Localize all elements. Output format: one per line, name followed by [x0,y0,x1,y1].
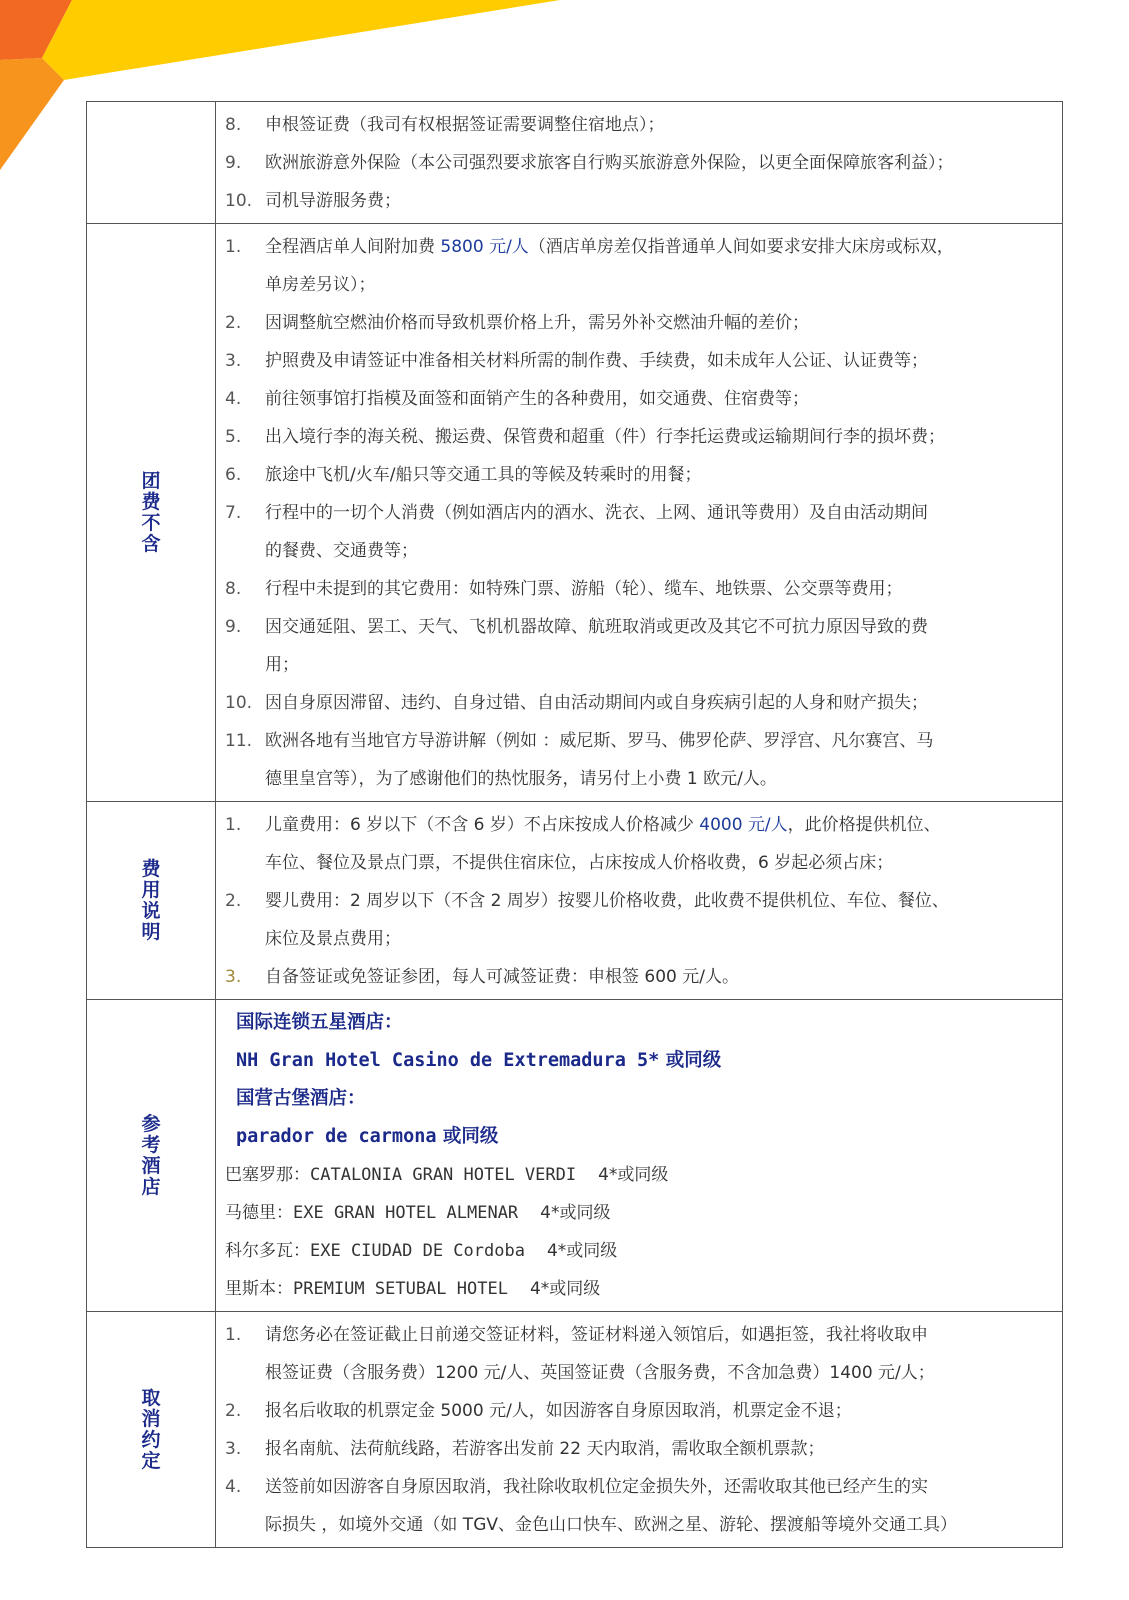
list-item: 10. 因自身原因滞留、违约、自身过错、自由活动期间内或自身疾病引起的人身和财产损失； [225,693,928,713]
hotel-name: parador de carmona 或同级 [236,1126,499,1147]
list-item: 6. 旅途中飞机/火车/船只等交通工具的等候及转乘时的用餐； [225,465,702,485]
section-continued [87,102,1063,224]
list-item: 10. 司机导游服务费； [225,191,401,211]
list-item: 4. 前往领事馆打指模及面签和面销产生的各种费用，如交通费、住宿费等； [225,389,809,409]
hotel-line: 巴塞罗那：CATALONIA GRAN HOTEL VERDI 4*或同级 [225,1165,669,1185]
list-item: 9. 欧洲旅游意外保险（本公司强烈要求旅客自行购买旅游意外保险，以更全面保障旅客利益）； [225,153,954,173]
list-item: 2. 因调整航空燃油价格而导致机票价格上升，需另外补交燃油升幅的差价； [225,313,809,333]
list-item: 1. 请您务必在签证截止日前递交签证材料，签证材料递入领馆后，如遇拒签，我社将收取申 根签证费（含服务费）1200 元/人、英国签证费（含服务费，不含加急费）1400 元/人； [225,1325,935,1383]
section-label [87,1312,216,1548]
section-content [216,102,1063,224]
hotel-name: NH Gran Hotel Casino de Extremadura 5* 或同级 [236,1050,722,1071]
list-item: 3. 护照费及申请签证中准备相关材料所需的制作费、手续费，如未成年人公证、认证费等； [225,351,928,371]
section-label-text: 团费不含 [141,469,161,555]
section-label-text: 取消约定 [141,1386,161,1472]
list-item: 2. 婴儿费用：2 周岁以下（不含 2 周岁）按婴儿价格收费，此收费不提供机位、车位、餐位、 床位及景点费用； [225,891,949,949]
list-item: 2. 报名后收取的机票定金 5000 元/人，如因游客自身原因取消，机票定金不退； [225,1401,852,1421]
list-item: 1. 儿童费用：6 岁以下（不含 6 岁）不占床按成人价格减少 4000 元/人，此价格提供机位、 车位、餐位及景点门票，不提供住宿床位，占床按成人价格收费，6 岁起必须占床； [225,815,941,873]
hotel-category: 国营古堡酒店： [236,1088,366,1109]
section-label-text: 费用说明 [141,857,161,943]
hotel-line: 科尔多瓦：EXE CIUDAD DE Cordoba 4*或同级 [225,1241,618,1261]
highlight-price: 4000 元/人 [699,815,788,835]
list-item: 4. 送签前如因游客自身原因取消，我社除收取机位定金损失外，还需收取其他已经产生的实 际损失 ，如境外交通（如 TGV、金色山口快车、欧洲之星、游轮、摆渡船等境外交通工具） [225,1477,957,1535]
hotel-line: 里斯本：PREMIUM SETUBAL HOTEL 4*或同级 [225,1279,601,1299]
section-label-empty [87,102,216,224]
section-label [87,224,216,802]
section-exclusions [87,224,1063,802]
hotel-line: 马德里：EXE GRAN HOTEL ALMENAR 4*或同级 [225,1203,611,1223]
list-item: 11. 欧洲各地有当地官方导游讲解（例如 ：威尼斯、罗马、佛罗伦萨、罗浮宫、凡尔赛宫、马 德里皇宫等），为了感谢他们的热忱服务，请另付上小费 1 欧元/人。 [225,731,934,789]
section-hotels [87,1000,1063,1312]
list-item: 8. 行程中未提到的其它费用：如特殊门票、游船（轮）、缆车、地铁票、公交票等费用； [225,579,903,599]
section-content [216,802,1063,1000]
list-item: 7. 行程中的一切个人消费（例如酒店内的酒水、洗衣、上网、通讯等费用）及自由活动期间 的餐费、交通费等； [225,503,928,561]
section-content [216,1312,1063,1548]
section-fees [87,802,1063,1000]
highlight-price: 5800 元/人 [440,237,529,257]
list-item: 5. 出入境行李的海关税、搬运费、保管费和超重（件）行李托运费或运输期间行李的损坏费； [225,427,945,447]
section-content [216,1000,1063,1312]
list-item: 9. 因交通延阻、罢工、天气、飞机机器故障、航班取消或更改及其它不可抗力原因导致的费 用； [225,617,928,675]
hotel-category: 国际连锁五星酒店： [236,1012,403,1033]
list-item: 1. 全程酒店单人间附加费 5800 元/人（酒店单房差仅指普通单人间如要求安排大床房或标双， 单房差另议）； [225,237,954,295]
list-item: 8. 申根签证费（我司有权根据签证需要调整住宿地点）； [225,115,665,135]
section-label-text: 参考酒店 [141,1112,161,1198]
section-cancellation [87,1312,1063,1548]
terms-table [86,101,1063,1548]
list-item: 3. 自备签证或免签证参团，每人可减签证费：申根签 600 元/人。 [225,967,739,987]
list-item: 3. 报名南航、法荷航线路，若游客出发前 22 天内取消，需收取全额机票款； [225,1439,825,1459]
section-label [87,1000,216,1312]
section-content [216,224,1063,802]
section-label [87,802,216,1000]
